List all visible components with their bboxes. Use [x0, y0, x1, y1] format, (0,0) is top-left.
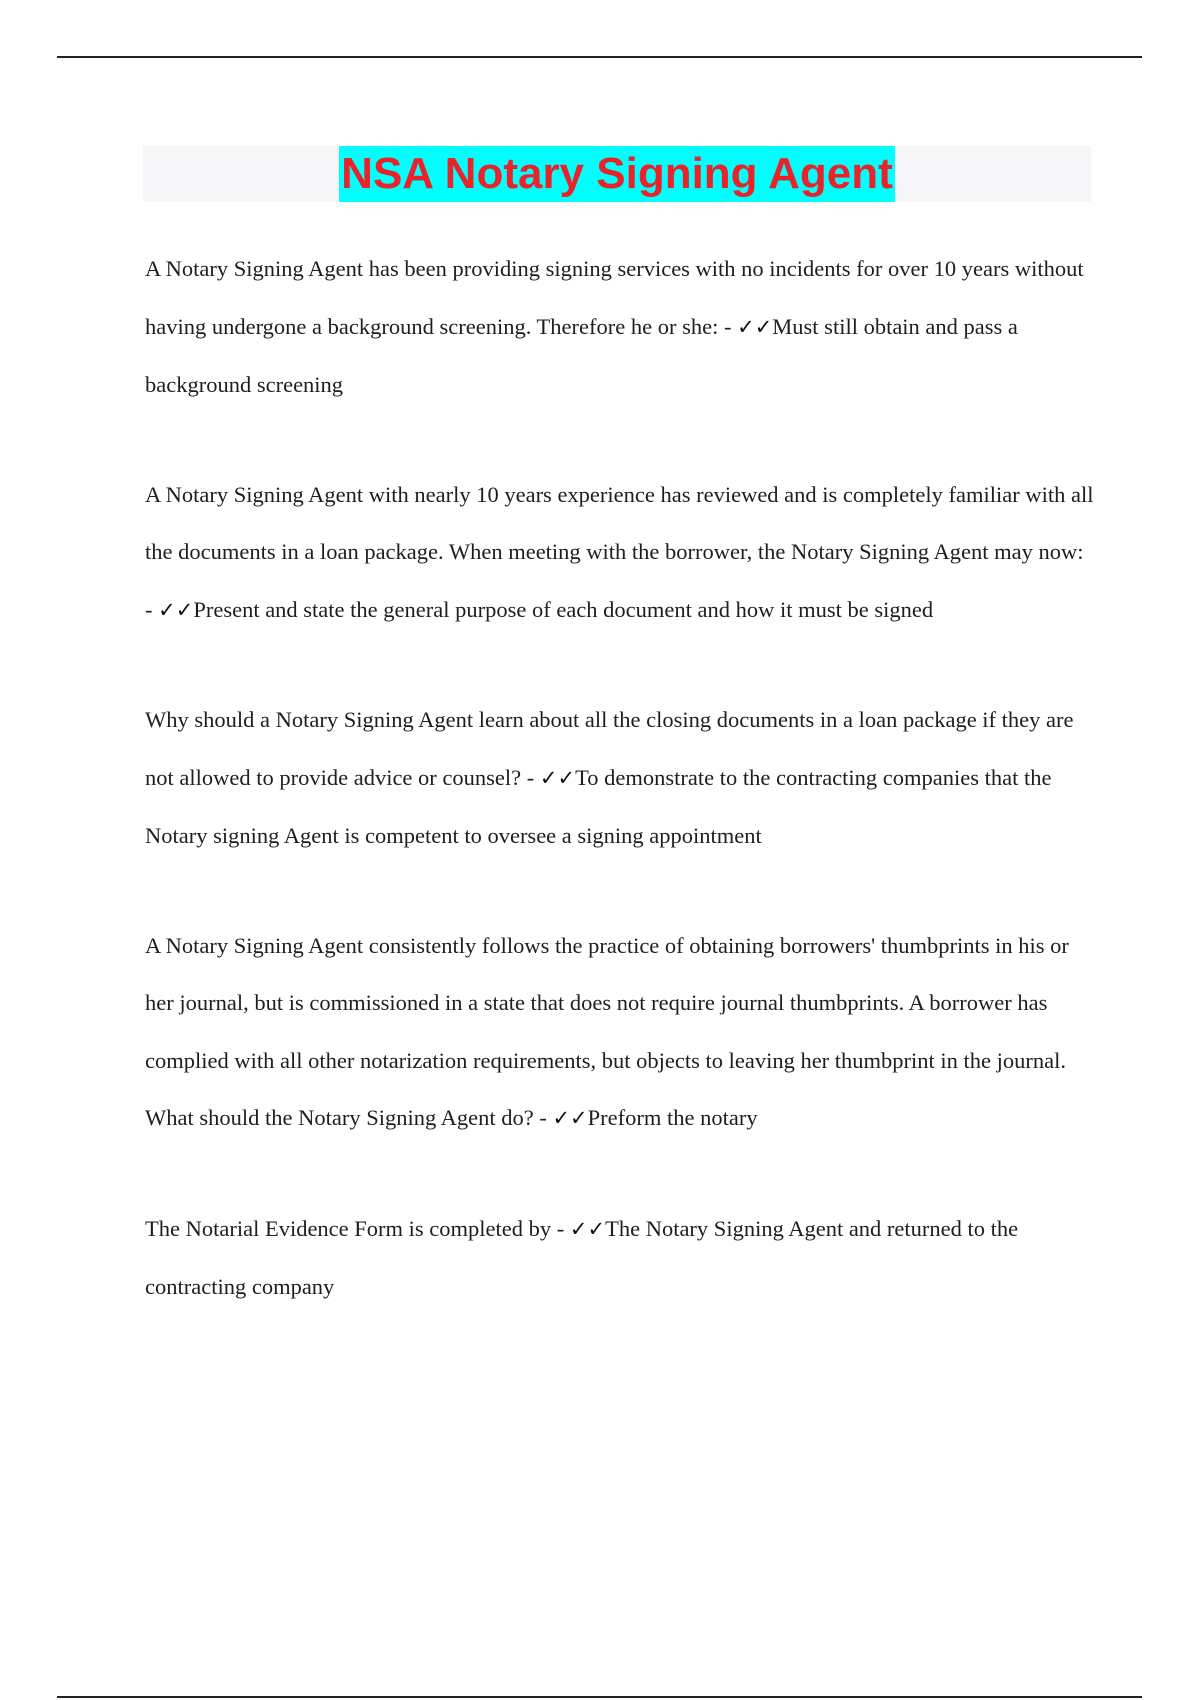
separator: - — [145, 596, 159, 622]
check-mark-icon: ✓✓ — [737, 314, 773, 339]
qa-item-5 — [145, 1200, 1095, 1316]
qa-item-2 — [145, 466, 1095, 640]
answer-text: Must still obtain and pass a background screening — [145, 313, 1018, 397]
answer-text: The Notary Signing Agent and returned to the contracting company — [145, 1215, 1019, 1299]
check-mark-icon: ✓✓ — [552, 1106, 588, 1130]
check-mark-icon: ✓✓ — [539, 765, 576, 790]
qa-item-4 — [145, 917, 1095, 1148]
answer-text: Preform the notary — [587, 1105, 758, 1130]
question-text: Why should a Notary Signing Agent learn about all the closing documents in a loan package if they are not allowed to provide advice or counsel? — [145, 707, 1074, 790]
qa-item-3 — [145, 691, 1095, 865]
separator: - — [521, 764, 540, 790]
title-band — [143, 146, 1091, 202]
document-title: NSA Notary Signing Agent — [339, 146, 895, 202]
top-rule — [57, 56, 1142, 58]
answer-text: To demonstrate to the contracting companies that the Notary signing Agent is competent to oversee a signing appointment — [145, 764, 1052, 848]
separator: - — [551, 1215, 570, 1241]
qa-list — [145, 240, 1095, 1368]
separator: - — [533, 1105, 553, 1130]
qa-item-1 — [145, 240, 1095, 414]
check-mark-icon: ✓✓ — [158, 597, 194, 622]
check-mark-icon: ✓✓ — [569, 1216, 606, 1241]
separator: - — [718, 313, 738, 339]
answer-text: Present and state the general purpose of each document and how it must be signed — [193, 596, 934, 622]
bottom-rule — [57, 1696, 1142, 1698]
question-text: A Notary Signing Agent has been providing signing services with no incidents for over 10 years without having undergone a background screening. Therefore he or she: — [145, 256, 1084, 339]
question-text: The Notarial Evidence Form is completed by — [145, 1215, 552, 1241]
question-text: A Notary Signing Agent consistently follows the practice of obtaining borrowers' thumbprints in his or her journal, but is commissioned in a state that does not require journal thumbprints. A borrower has complied with all other notarization requirements, but objects to leaving her thumbprint in the journal. What should the Notary Signing Agent do? — [145, 932, 1069, 1130]
question-text: A Notary Signing Agent with nearly 10 years experience has reviewed and is completely familiar with all the documents in a loan package. When meeting with the borrower, the Notary Signing Agent may now: — [145, 481, 1094, 564]
